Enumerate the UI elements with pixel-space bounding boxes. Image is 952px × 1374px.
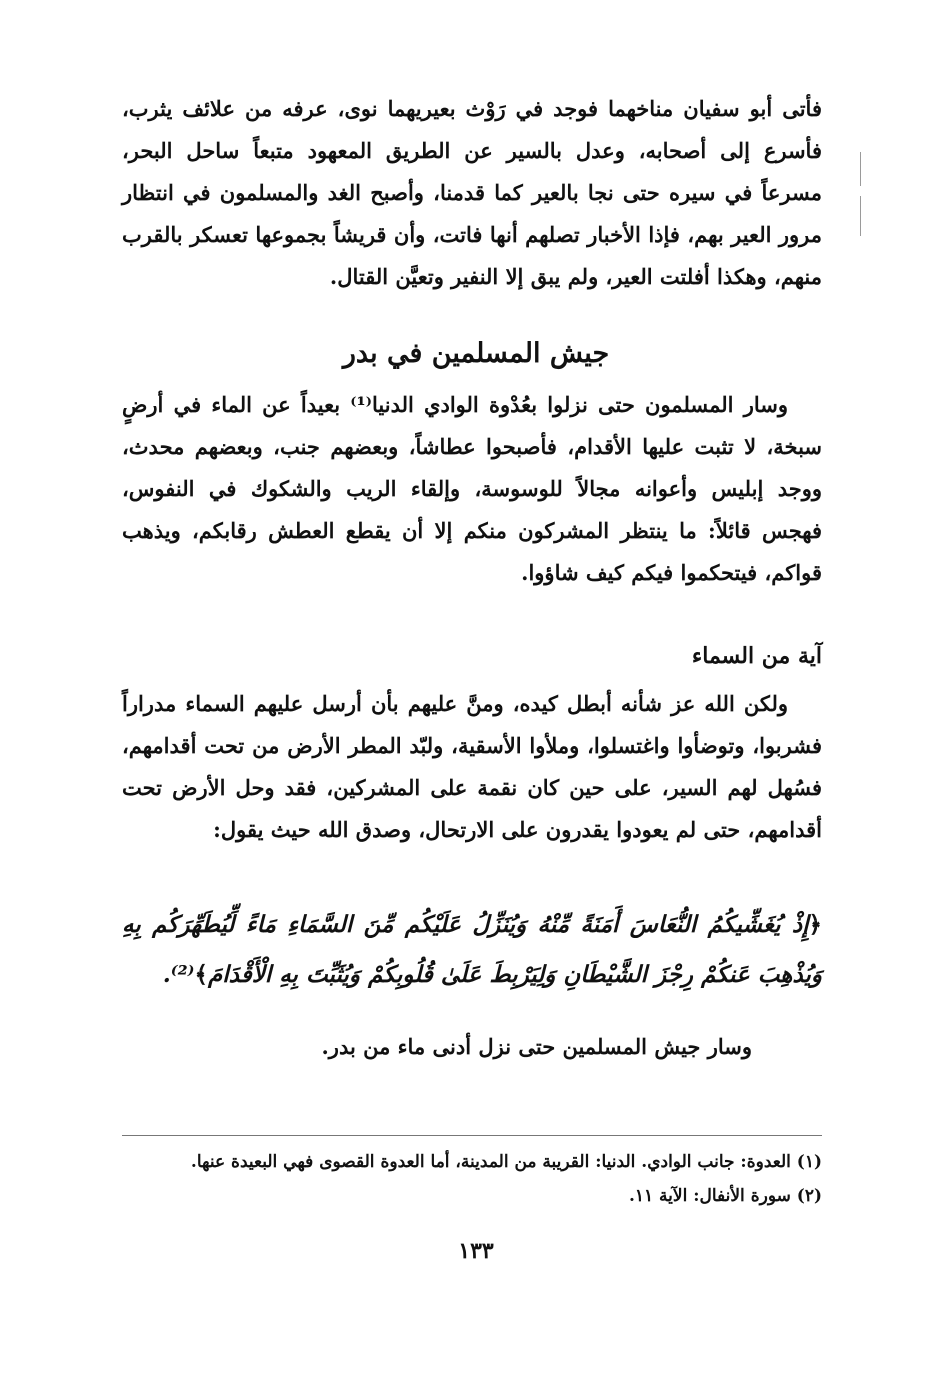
margin-mark [860,152,861,186]
quran-verse [122,900,822,1000]
paragraph-text: ولكن الله عز شأنه أبطل كيده، ومنَّ عليهم بأن أرسل عليهم السماء مدراراً فشربوا، وتوضأوا واغتسلوا، وملأوا الأسقية، ولبّد المطر الأرض من تحت أقدامهم، فسُهل لهم السير، على حين كان نقمة على المشركين، فقد وحل الأرض تحت أقدامهم، حتى لم يعودوا يقدرون على الارتحال، وصدق الله حيث يقول: [122,691,822,842]
page-number: ١٣٣ [458,1238,494,1264]
intro-paragraph: فأتى أبو سفيان مناخهما فوجد في رَوْث بعيريهما نوى، عرفه من علائف يثرب، فأسرع إلى أصحابه، وعدل بالسير عن الطريق المعهود متبعاً ساحل البحر، مسرعاً في سيره حتى نجا بالعير كما قدمنا، وأصبح الغد والمسلمون في انتظار مرور العير بهم، فإذا الأخبار تصلهم أنها فاتت، وأن قريشاً بجموعها تعسكر بالقرب منهم، وهكذا أفلتت العير، ولم يبق إلا النفير وتعيَّن القتال. [122,96,822,289]
footnote-divider [122,1135,822,1136]
paragraph-text: وسار المسلمون حتى نزلوا بعُدْوة الوادي الدنيا⁽¹⁾ بعيداً عن الماء في أرضٍ سبخة، لا تثبت عليها الأقدام، فأصبحوا عطاشاً، وبعضهم جنب، وبعضهم محدث، ووجد إبليس وأعوانه مجالاً للوسوسة، وإلقاء الريب والشكوك في النفوس، فهجس قائلاً: ما ينتظر المشركون منكم إلا أن يقطع العطش رقابكم، ويذهب قواكم، فيتحكموا فيكم كيف شاؤوا. [122,392,822,585]
footnote-2: (٢) سورة الأنفال: الآية ١١. [628,1186,822,1206]
verse-open-bracket: ﴿ [808,911,822,938]
section-paragraph-muslim-army [122,384,822,594]
footnote-1: (١) العدوة: جانب الوادي. الدنيا: القريبة من المدينة، أما العدوة القصوى فهي البعيدة عنها. [190,1152,822,1172]
section-heading-sign-from-sky: آية من السماء [691,643,822,669]
section-paragraph-sign-from-sky [122,683,822,851]
footnotes [122,1145,822,1213]
verse-close-bracket: ﴾ [194,961,209,988]
closing-sentence: وسار جيش المسلمين حتى نزل أدنى ماء من بدر. [321,1034,752,1059]
verse-text: إِذْ يُغَشِّيكُمُ النُّعَاسَ أَمَنَةً مِّنْهُ وَيُنَزِّلُ عَلَيْكُم مِّنَ السَّمَاءِ مَاءً لِّيُطَهِّرَكُم بِهِ وَيُذْهِبَ عَنكُمْ رِجْزَ الشَّيْطَانِ وَلِيَرْبِطَ عَلَىٰ قُلُوبِكُمْ وَيُثَبِّتَ بِهِ الْأَقْدَامَ [122,911,822,988]
verse-footnote-ref: ⁽²⁾. [162,961,195,988]
section-heading-muslim-army: جيش المسلمين في بدر [342,338,610,369]
margin-mark [860,196,861,236]
